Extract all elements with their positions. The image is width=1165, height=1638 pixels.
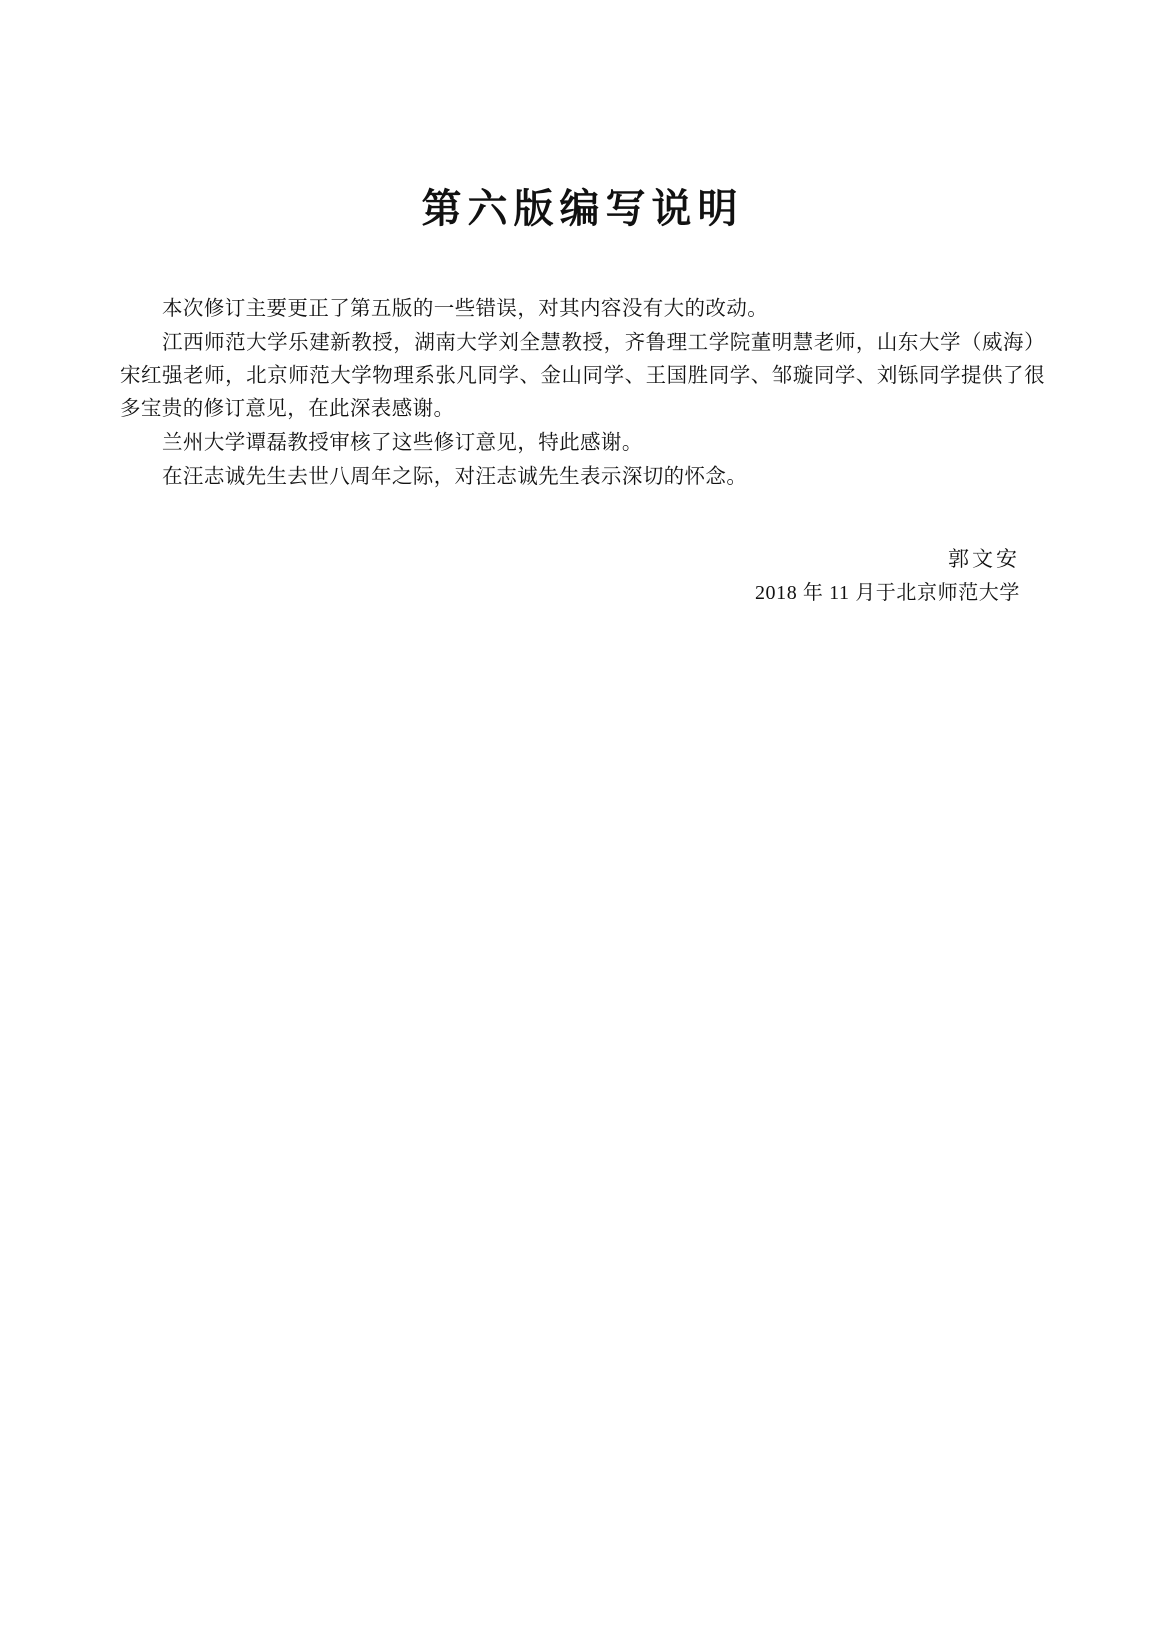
body-text: [120, 293, 1045, 494]
page-content: [120, 0, 1045, 1638]
signature-name: 郭文安: [948, 547, 1020, 571]
page-title: 第六版编写说明: [421, 185, 744, 232]
signature-date: 2018 年 11 月于北京师范大学: [754, 582, 1020, 604]
paragraph-1: 本次修订主要更正了第五版的一些错误，对其内容没有大的改动。: [162, 298, 769, 320]
signature-block: [120, 542, 1045, 610]
paragraph-3: 兰州大学谭磊教授审核了这些修订意见，特此感谢。: [162, 432, 643, 454]
paragraph-4: 在汪志诚先生去世八周年之际，对汪志诚先生表示深切的怀念。: [162, 466, 748, 488]
paragraph-2: 江西师范大学乐建新教授，湖南大学刘全慧教授，齐鲁理工学院董明慧老师，山东大学（威海）宋红强老师，北京师范大学物理系张凡同学、金山同学、王国胜同学、邹璇同学、刘铄同学提供了很多宝贵的修订意见，在此深表感谢。: [120, 332, 1045, 420]
